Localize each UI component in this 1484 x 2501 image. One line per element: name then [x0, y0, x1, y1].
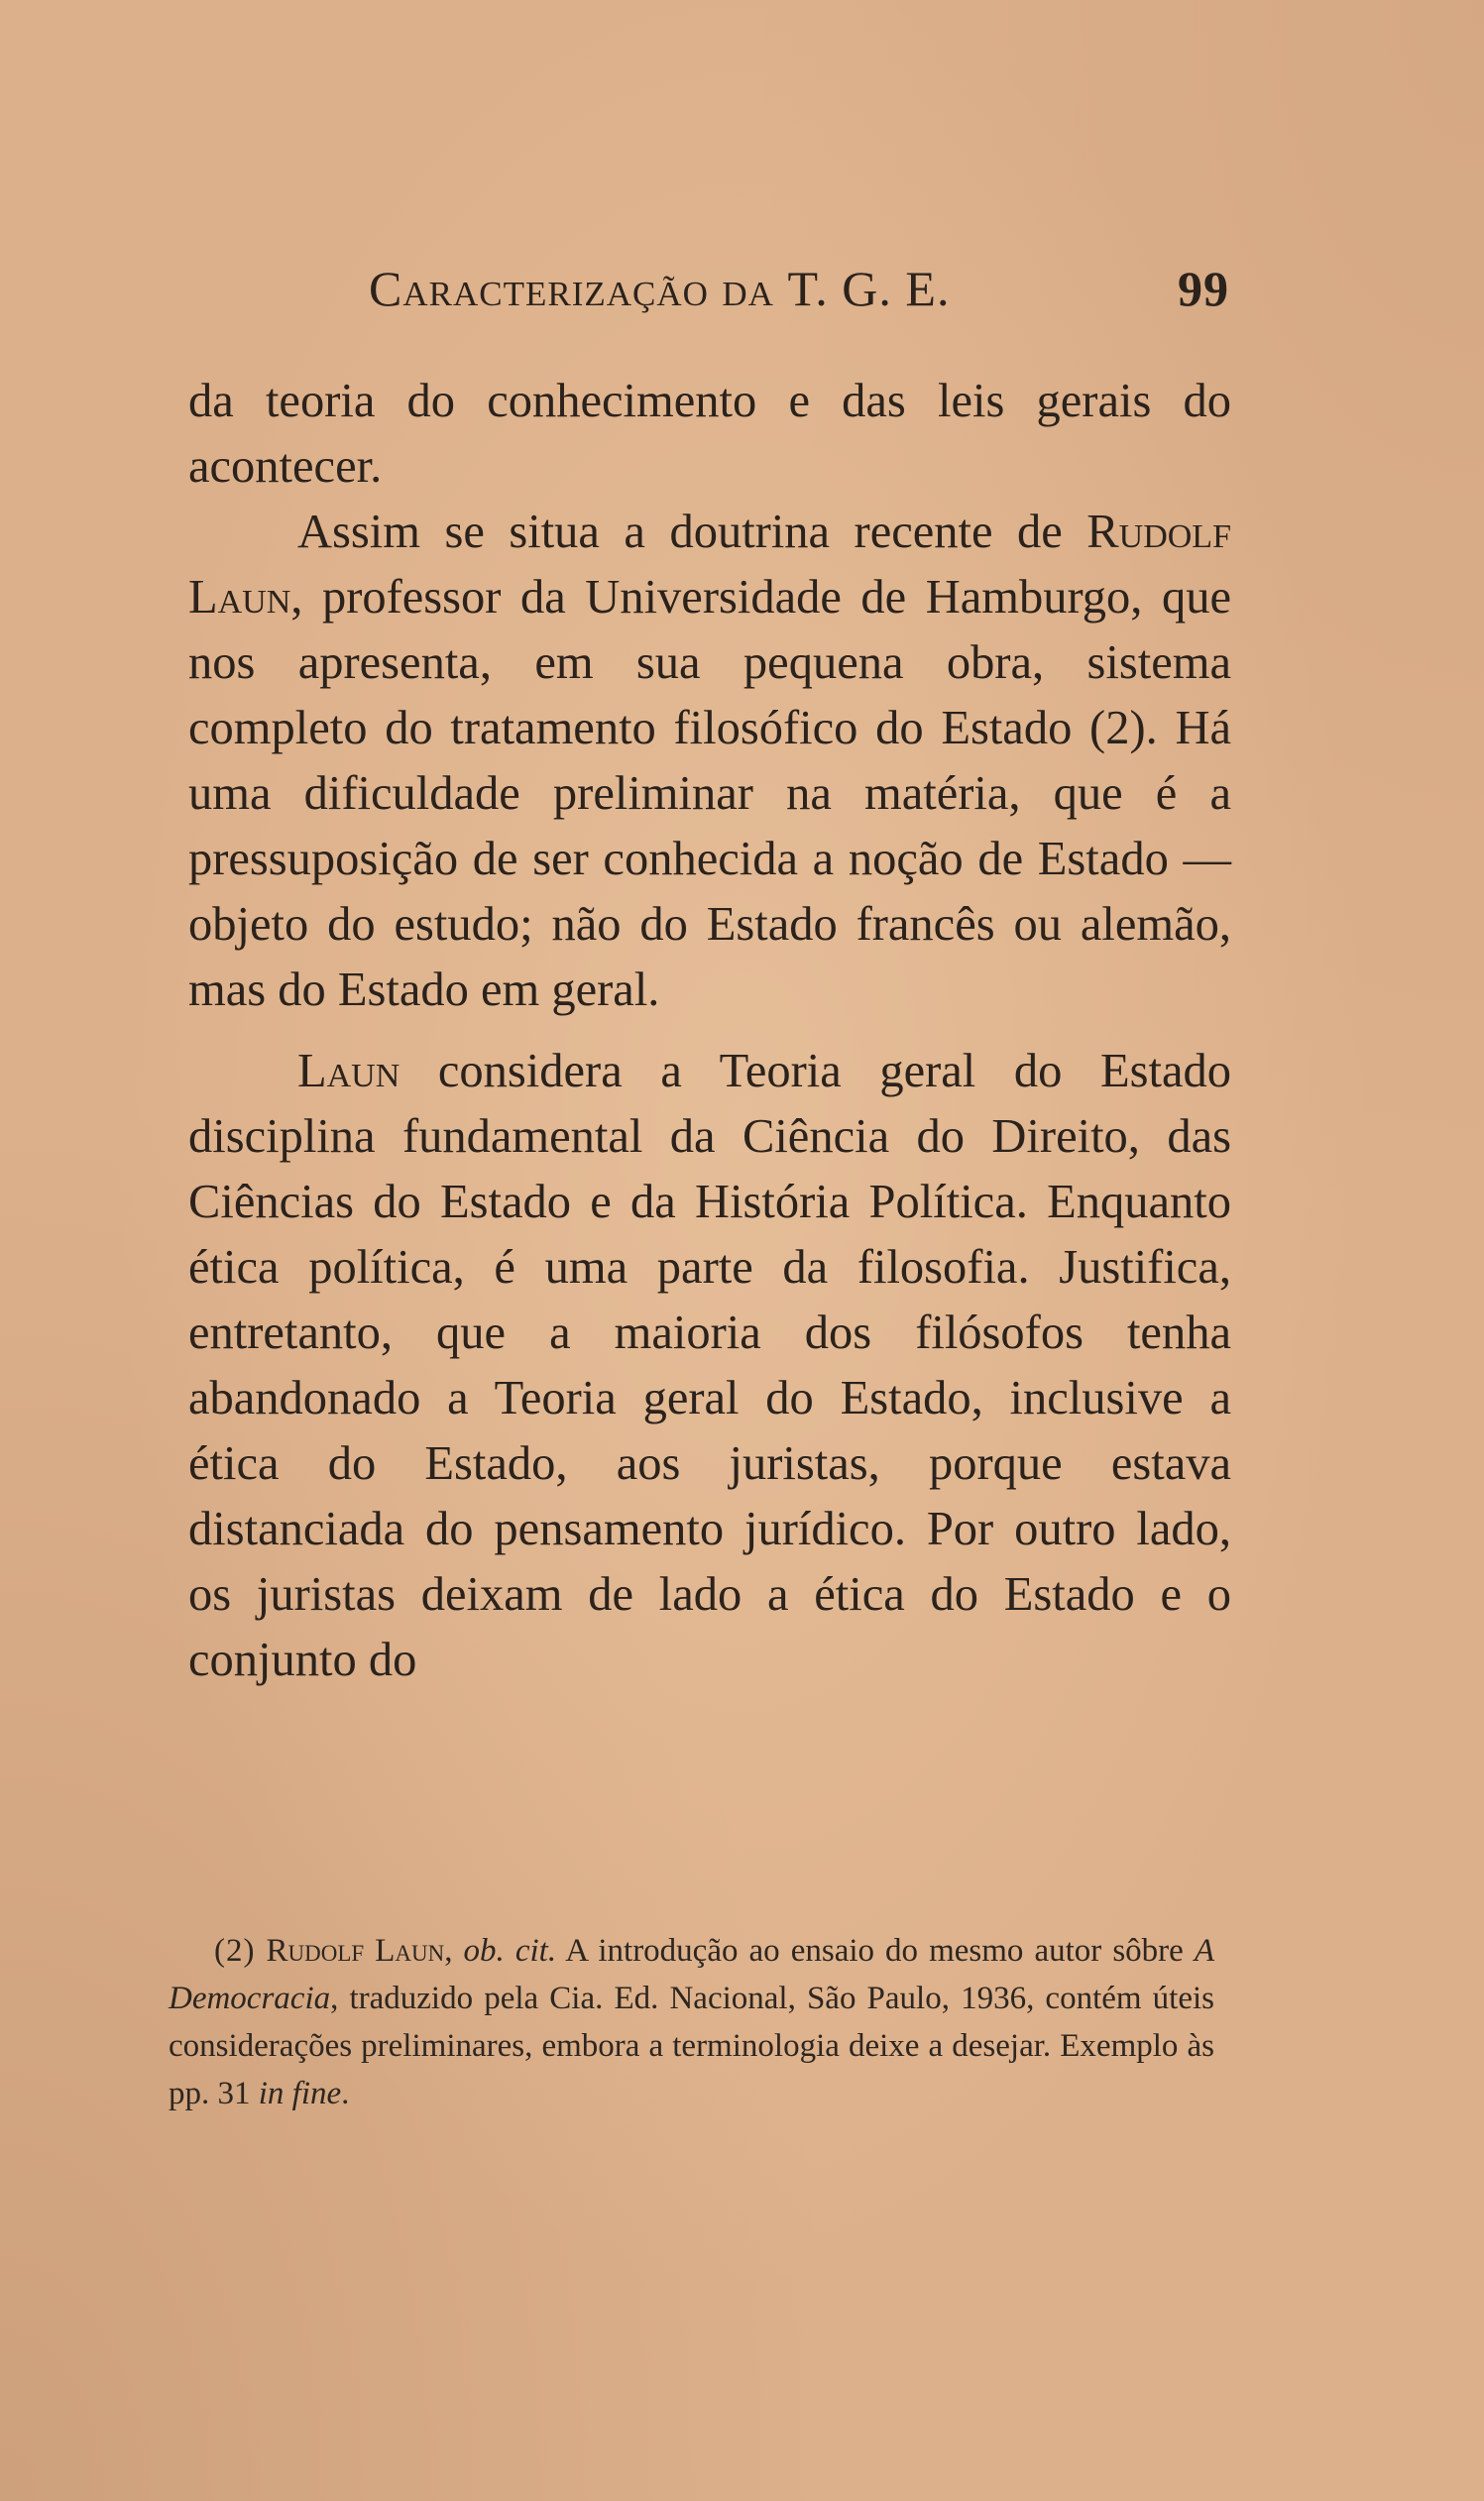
page-number: 99 — [1178, 261, 1229, 316]
running-head — [369, 260, 1229, 319]
running-title-part3: T. G. E. — [787, 261, 951, 316]
paragraph-1: da teoria do conhecimento e das leis gerais do acontecer. — [188, 375, 1231, 493]
footnote-work-title: A Democracia — [169, 1933, 1215, 2016]
body-text — [188, 369, 1231, 1693]
paragraph-2 — [188, 500, 1231, 1023]
paragraph-3 — [188, 1039, 1231, 1693]
footnote-end: . — [341, 2076, 350, 2111]
footnote-text-1: A introdução ao ensaio do mesmo autor sôbre — [556, 1933, 1195, 1969]
footnote-sep: , — [444, 1933, 464, 1969]
running-title-part2: da — [708, 261, 788, 316]
footnote-citation: ob. cit. — [463, 1933, 557, 1969]
running-title — [369, 260, 950, 317]
footnote-author: Rudolf Laun — [266, 1933, 445, 1969]
footnote-text — [169, 1927, 1214, 2117]
paragraph-2-rest: , professor da Universidade de Hamburgo, que nos apresenta, em sua pequena obra, sistema completo do tratamento filosófico do Estado (2). Há uma dificuldade preliminar na matéria, que é a pressuposição de ser conhecida a noção de Estado — objeto do estudo; não do Estado francês ou alemão, mas do Estado em geral. — [188, 571, 1231, 1016]
paragraph-2-start: Assim se situa a doutrina recente de — [297, 506, 1087, 558]
footnote-text-2: , traduzido pela Cia. Ed. Nacional, São Paulo, 1936, contém úteis considerações preliminares, embora a terminologia deixe a desejar. Exemplo às pp. 31 — [169, 1981, 1214, 2111]
author-name-short: Laun — [297, 1045, 400, 1097]
footnote-in-fine: in fine — [258, 2076, 342, 2111]
author-name: Rudolf Laun — [188, 506, 1231, 624]
footnote — [169, 1927, 1214, 2117]
footnote-mark: (2) — [214, 1933, 256, 1969]
running-title-part1: Caracterização — [369, 261, 709, 316]
paragraph-3-rest: considera a Teoria geral do Estado disciplina fundamental da Ciência do Direito, das Ciências do Estado e da História Política. Enquanto ética política, é uma parte da filosofia. Justifica, entretanto, que a maioria dos filósofos tenha abandonado a Teoria geral do Estado, inclusive a ética do Estado, aos juristas, porque estava distanciada do pensamento jurídico. Por outro lado, os juristas deixam de lado a ética do Estado e o conjunto do — [188, 1045, 1231, 1686]
